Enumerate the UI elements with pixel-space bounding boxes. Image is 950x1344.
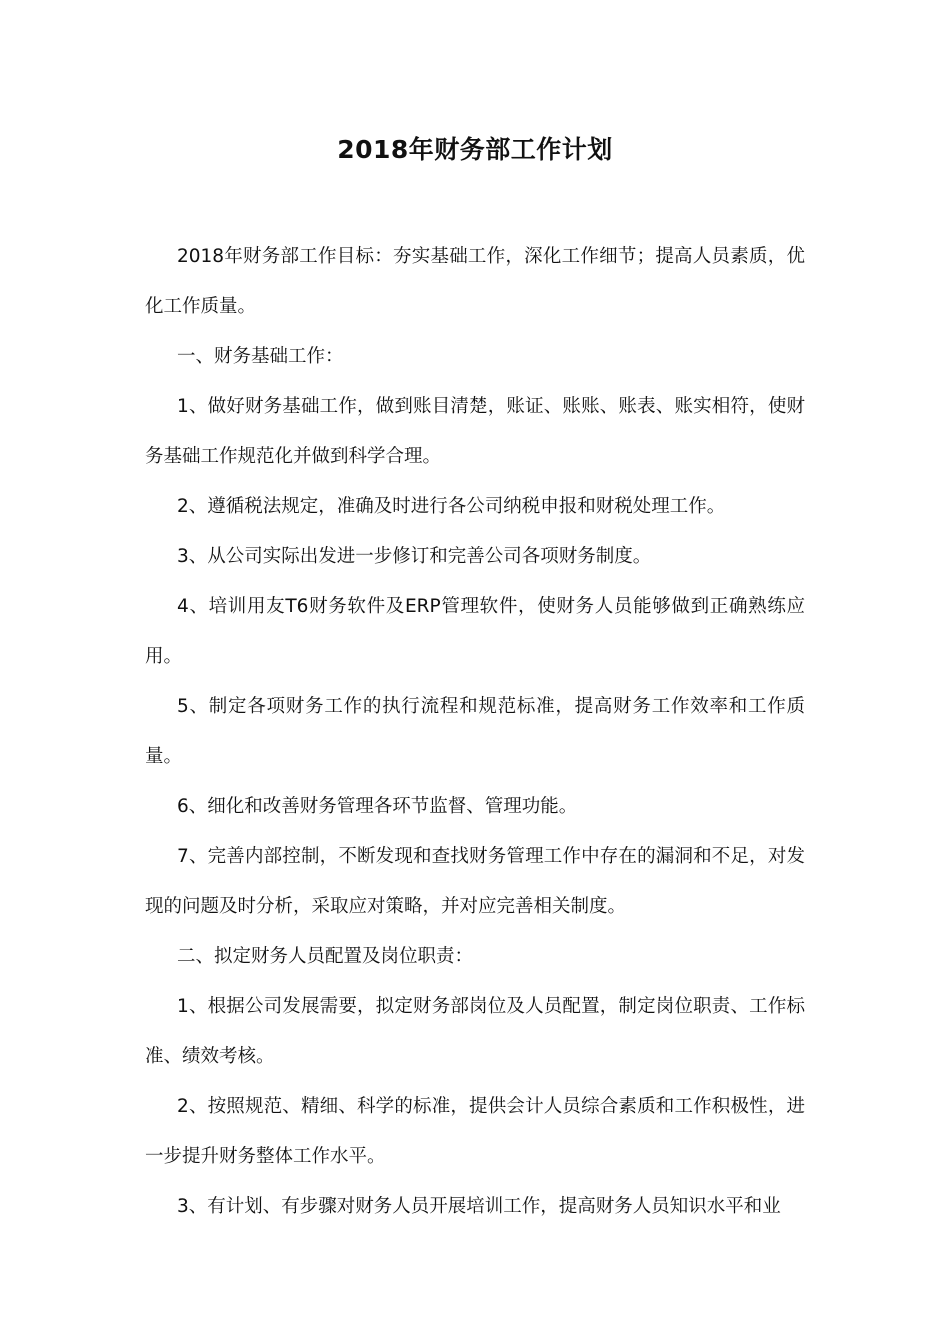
list-item: 2、按照规范、精细、科学的标准，提供会计人员综合素质和工作积极性，进一步提升财务整体工作水平。	[145, 1096, 805, 1167]
list-item: 3、有计划、有步骤对财务人员开展培训工作，提高财务人员知识水平和业	[177, 1196, 781, 1217]
list-item: 1、根据公司发展需要，拟定财务部岗位及人员配置，制定岗位职责、工作标准、绩效考核。	[145, 996, 805, 1067]
list-item: 7、完善内部控制，不断发现和查找财务管理工作中存在的漏洞和不足，对发现的问题及时分析，采取应对策略，并对应完善相关制度。	[145, 846, 805, 917]
section-heading-basic-work: 一、财务基础工作：	[177, 346, 344, 367]
list-item: 3、从公司实际出发进一步修订和完善公司各项财务制度。	[177, 546, 652, 567]
list-item: 6、细化和改善财务管理各环节监督、管理功能。	[177, 796, 578, 817]
list-item: 5、制定各项财务工作的执行流程和规范标准，提高财务工作效率和工作质量。	[145, 696, 805, 767]
list-item: 2、遵循税法规定，准确及时进行各公司纳税申报和财税处理工作。	[177, 496, 726, 517]
document-title: 2018年财务部工作计划	[337, 135, 613, 164]
paragraph-goal: 2018年财务部工作目标：夯实基础工作，深化工作细节；提高人员素质，优化工作质量。	[145, 246, 805, 317]
list-item: 1、做好财务基础工作，做到账目清楚，账证、账账、账表、账实相符，使财务基础工作规范化并做到科学合理。	[145, 396, 805, 467]
document-body	[145, 232, 805, 1232]
section-heading-staffing: 二、拟定财务人员配置及岗位职责：	[177, 946, 474, 967]
list-item: 4、培训用友T6财务软件及ERP管理软件，使财务人员能够做到正确熟练应用。	[145, 596, 805, 667]
